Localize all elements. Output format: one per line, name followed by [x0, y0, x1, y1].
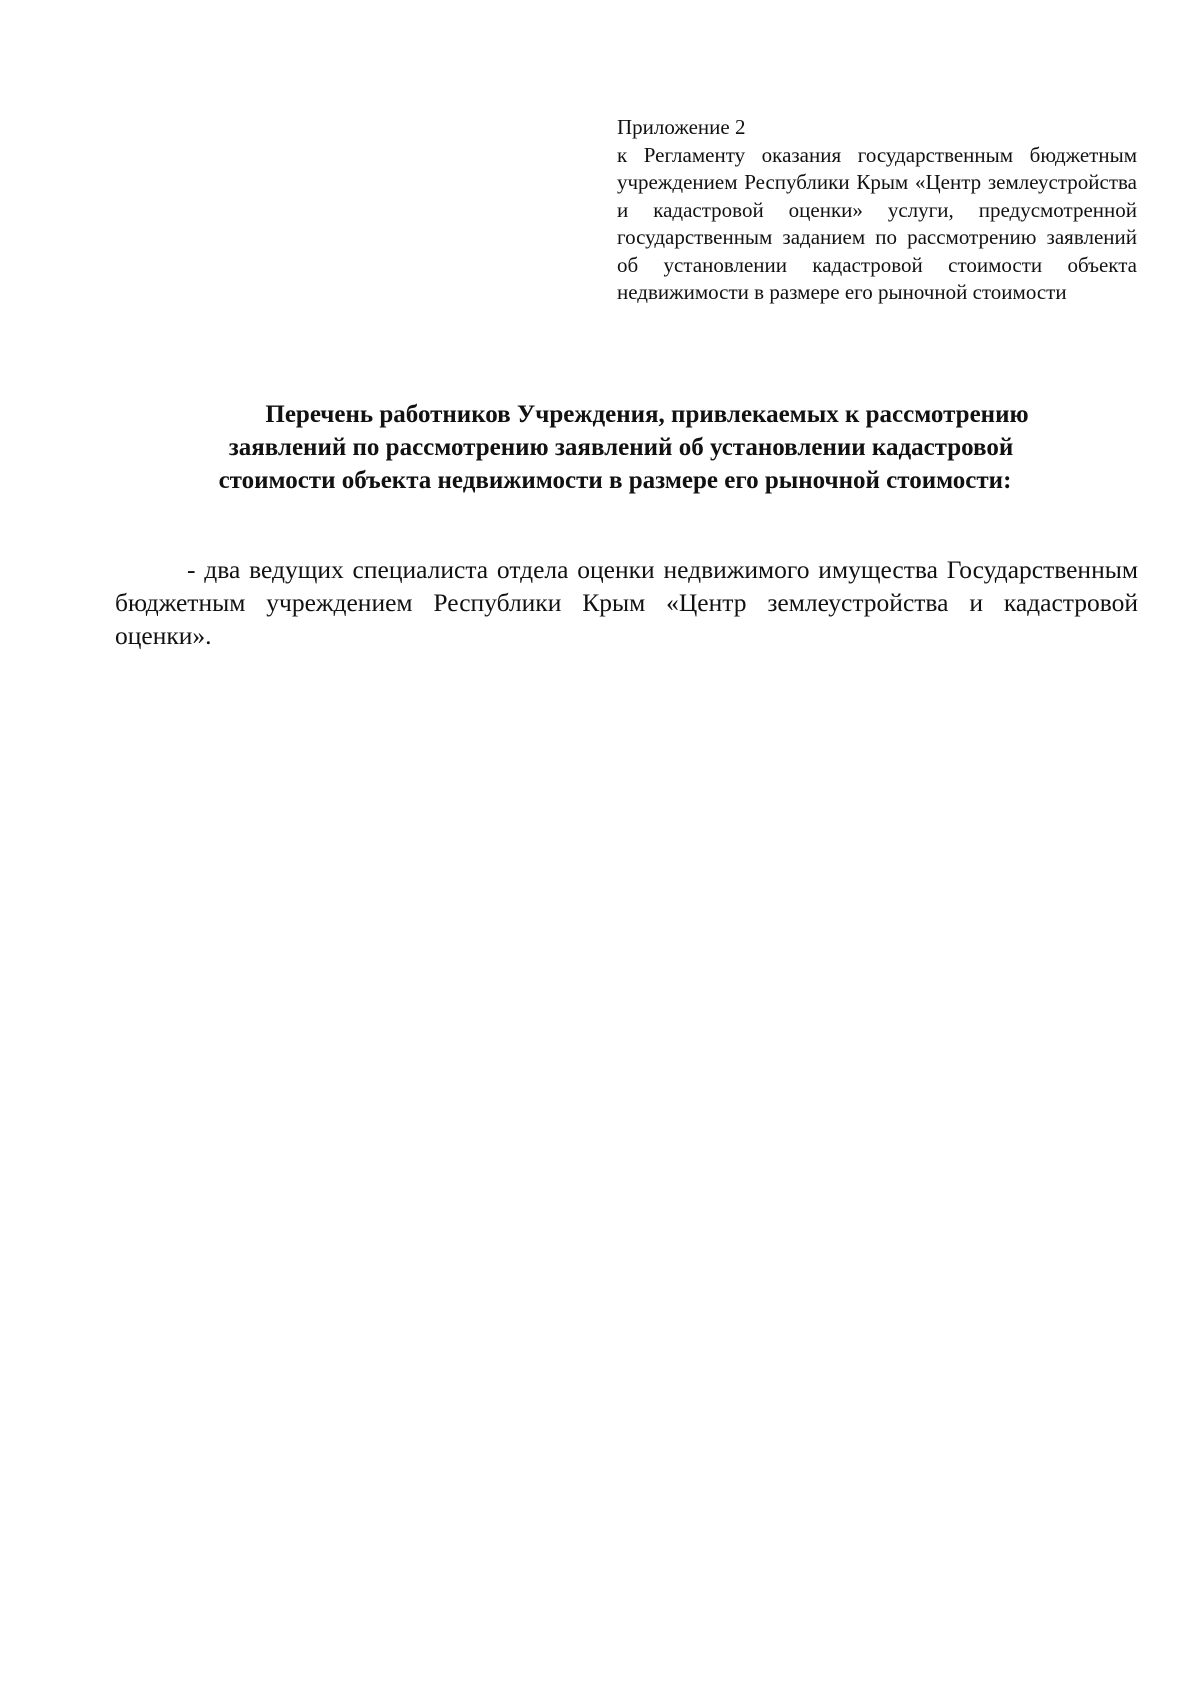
document-heading [130, 398, 1100, 497]
appendix-reference: к Регламенту оказания государственным бюджетным учреждением Республики Крым «Центр землеустройства и кадастровой оценки» услуги, предусмотренной государственным заданием по рассмотрению заявлений об установлении кадастровой стоимости объекта недвижимости в размере его рыночной стоимости [617, 142, 1137, 304]
heading-line-3: стоимости объекта недвижимости в размере его рыночной стоимости: [218, 467, 1012, 494]
heading-line-2: заявлений по рассмотрению заявлений об установлении кадастровой [228, 434, 1014, 461]
heading-line-1: Перечень работников Учреждения, привлекаемых к рассмотрению [265, 401, 1029, 428]
appendix-block [617, 114, 1137, 307]
appendix-title: Приложение 2 [617, 115, 746, 139]
employee-list-item: - два ведущих специалиста отдела оценки недвижимого имущества Государственным бюджетным учреждением Республики Крым «Центр землеустройства и кадастровой оценки». [115, 554, 1138, 650]
